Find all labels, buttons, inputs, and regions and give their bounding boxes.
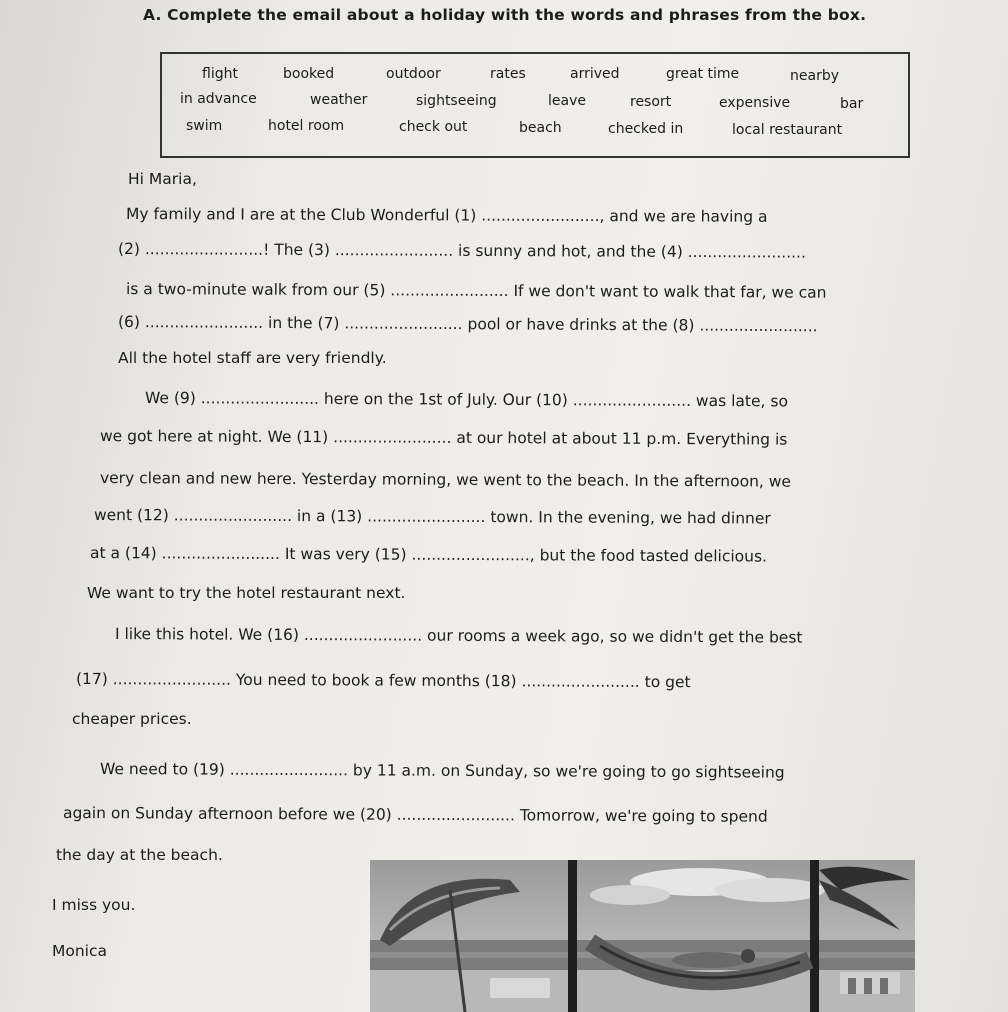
email-line-11: We want to try the hotel restaurant next.: [87, 584, 406, 602]
word-check-out: check out: [399, 119, 468, 135]
word-checked-in: checked in: [608, 121, 684, 137]
email-line-10: at a (14) ........................ It was very (15) ........................, but the food tasted delicious.: [89, 544, 768, 566]
email-line-4: (6) ........................ in the (7) ........................ pool or have drinks at the (8) ........................: [117, 313, 818, 336]
word-rates: rates: [490, 66, 526, 82]
word-local-restaurant: local restaurant: [732, 122, 843, 138]
email-line-13: (17) ........................ You need to book a few months (18) ........................ to get: [75, 670, 691, 692]
email-line-7: we got here at night. We (11) ........................ at our hotel at about 11 p.m. Everything is: [99, 427, 788, 449]
email-line-5: All the hotel staff are very friendly.: [118, 349, 387, 367]
email-line-1: My family and I are at the Club Wonderful (1) ........................, and we are having a: [125, 205, 768, 226]
email-line-17: the day at the beach.: [56, 846, 223, 864]
word-outdoor: outdoor: [386, 66, 441, 82]
exercise-instruction: A. Complete the email about a holiday with the words and phrases from the box.: [143, 6, 867, 24]
email-line-16: again on Sunday afternoon before we (20) ........................ Tomorrow, we're going to spend: [62, 804, 768, 826]
word-expensive: expensive: [719, 95, 791, 111]
word-box: [160, 52, 910, 158]
word-great-time: great time: [666, 66, 740, 82]
email-line-9: went (12) ........................ in a (13) ........................ town. In the evening, we had dinner: [93, 506, 771, 528]
word-in-advance: in advance: [180, 91, 257, 107]
email-line-8: very clean and new here. Yesterday morning, we went to the beach. In the afternoon, we: [99, 469, 792, 491]
word-booked: booked: [283, 66, 335, 82]
email-signature: Monica: [52, 942, 108, 960]
beach-hammock-illustration: [370, 860, 915, 1012]
word-hotel-room: hotel room: [268, 118, 345, 134]
email-greeting: Hi Maria,: [128, 170, 197, 188]
word-sightseeing: sightseeing: [416, 93, 497, 109]
word-resort: resort: [630, 94, 672, 110]
word-beach: beach: [519, 120, 562, 136]
email-closing: I miss you.: [52, 896, 136, 914]
email-line-15: We need to (19) ........................ by 11 a.m. on Sunday, so we're going to go sightseeing: [99, 760, 785, 782]
word-leave: leave: [548, 93, 586, 109]
word-weather: weather: [310, 92, 368, 108]
word-nearby: nearby: [790, 68, 839, 84]
beach-hammock-photo: [370, 860, 915, 1012]
email-line-2: (2) ........................! The (3) ........................ is sunny and hot, and the (4) ........................: [117, 240, 806, 262]
word-arrived: arrived: [570, 66, 620, 82]
word-flight: flight: [202, 66, 238, 82]
email-line-3: is a two-minute walk from our (5) ........................ If we don't want to walk that far, we can: [125, 280, 827, 302]
email-line-12: I like this hotel. We (16) ........................ our rooms a week ago, so we didn't get the best: [114, 625, 803, 647]
email-line-14: cheaper prices.: [72, 710, 192, 728]
email-line-6: We (9) ........................ here on the 1st of July. Our (10) ........................ was late, so: [144, 389, 789, 411]
word-swim: swim: [186, 118, 223, 134]
word-bar: bar: [840, 96, 864, 112]
